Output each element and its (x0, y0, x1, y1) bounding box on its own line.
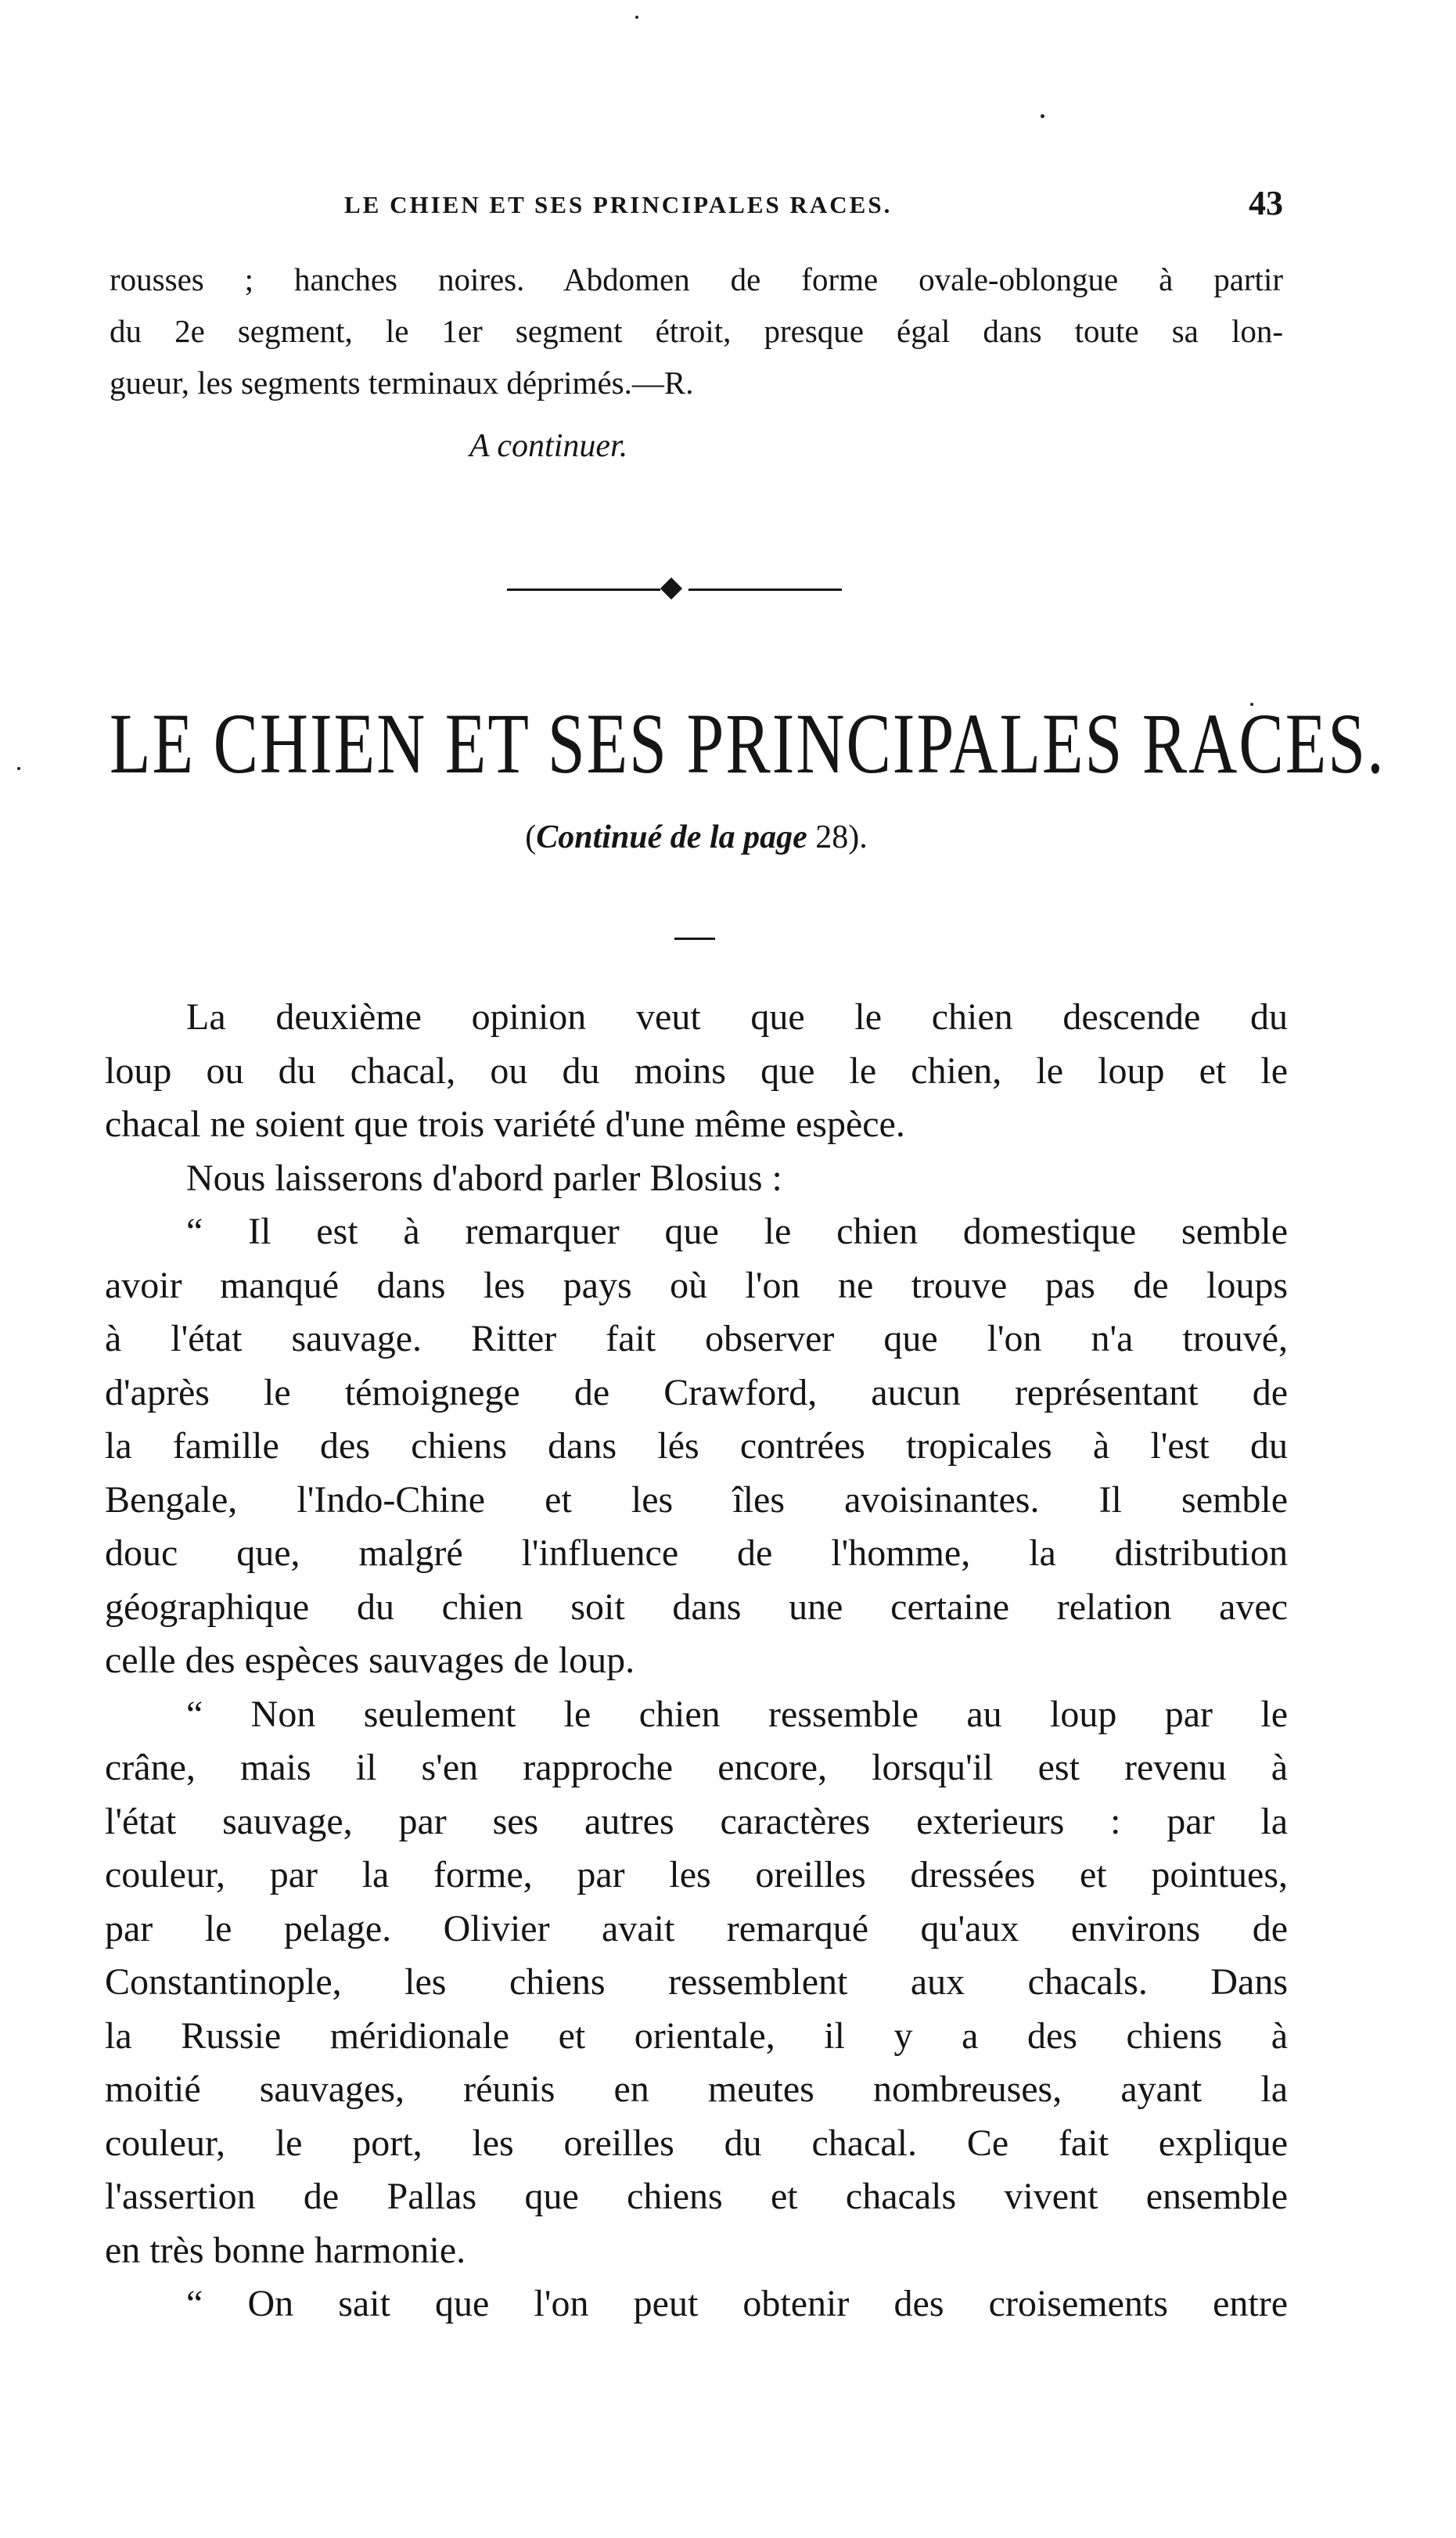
text-line: moitié sauvages, réunis en meutes nombreuses, ayant la (105, 2068, 1288, 2110)
short-divider (674, 938, 715, 940)
text-line: gueur, les segments terminaux déprimés.—R. (110, 365, 694, 401)
text-line: crâne, mais il s'en rapproche encore, lorsqu'il est revenu à (105, 1747, 1288, 1788)
text-line: Constantinople, les chiens ressemblent aux chacals. Dans (105, 1961, 1288, 2003)
text-line: “ Non seulement le chien ressemble au loup par le (186, 1693, 1288, 1735)
text-line: rousses ; hanches noires. Abdomen de forme ovale-oblongue à partir (110, 261, 1283, 297)
text-line: couleur, par la forme, par les oreilles dressées et pointues, (105, 1854, 1288, 1895)
text-line: par le pelage. Olivier avait remarqué qu'aux environs de (105, 1907, 1288, 1949)
text-line: Bengale, l'Indo-Chine et les îles avoisinantes. Il semble (105, 1478, 1288, 1521)
text-line: chacal ne soient que trois variété d'une même espèce. (105, 1103, 905, 1145)
article-body (105, 991, 1288, 2331)
scan-speck (17, 767, 20, 770)
text-line: géographique du chien soit dans une certaine relation avec (105, 1586, 1288, 1628)
text-line: du 2e segment, le 1er segment étroit, presque égal dans toute sa lon- (110, 313, 1283, 349)
to-be-continued-note: A continuer. (469, 428, 628, 464)
text-line: la famille des chiens dans lés contrées tropicales à l'est du (105, 1425, 1288, 1467)
text-line: l'état sauvage, par ses autres caractères exterieurs : par la (105, 1800, 1288, 1842)
text-line: d'après le témoignege de Crawford, aucun représentant de (105, 1371, 1288, 1413)
previous-article-text (110, 254, 1283, 409)
separator-rule-left (507, 589, 660, 591)
text-line: “ On sait que l'on peut obtenir des croisements entre (186, 2283, 1288, 2324)
diamond-ornament-icon (660, 578, 682, 599)
text-line: l'assertion de Pallas que chiens et chacals vivent ensemble (105, 2176, 1288, 2217)
scan-speck (635, 16, 638, 19)
running-head (110, 183, 1283, 230)
text-line: la Russie méridionale et orientale, il y a des chiens à (105, 2014, 1288, 2057)
continued-page: 28). (807, 819, 868, 855)
continued-label: Continué de la page (536, 819, 807, 855)
text-line: “ Il est à remarquer que le chien domestique semble (186, 1211, 1288, 1252)
text-line: avoir manqué dans les pays où l'on ne trouve pas de loups (105, 1264, 1288, 1306)
text-line: loup ou du chacal, ou du moins que le chien, le loup et le (105, 1049, 1288, 1092)
text-line: Nous laisserons d'abord parler Blosius : (186, 1157, 782, 1199)
scan-speck (1041, 114, 1044, 118)
text-line: à l'état sauvage. Ritter fait observer que l'on n'a trouvé, (105, 1318, 1288, 1359)
text-line: douc que, malgré l'influence de l'homme, la distribution (105, 1532, 1288, 1574)
text-line: La deuxième opinion veut que le chien descende du (186, 996, 1288, 1038)
continued-open-paren: ( (525, 819, 537, 855)
continued-from-note (110, 819, 1283, 856)
text-line: couleur, le port, les oreilles du chacal. Ce fait explique (105, 2122, 1288, 2164)
separator-rule-right (688, 589, 842, 591)
page-number: 43 (1249, 184, 1283, 222)
article-title: LE CHIEN ET SES PRINCIPALES RACES. (110, 695, 1386, 792)
text-line: celle des espèces sauvages de loup. (105, 1640, 635, 1681)
running-head-title: LE CHIEN ET SES PRINCIPALES RACES. (344, 191, 893, 218)
text-line: en très bonne harmonie. (105, 2229, 466, 2271)
ornamental-separator (507, 578, 842, 601)
